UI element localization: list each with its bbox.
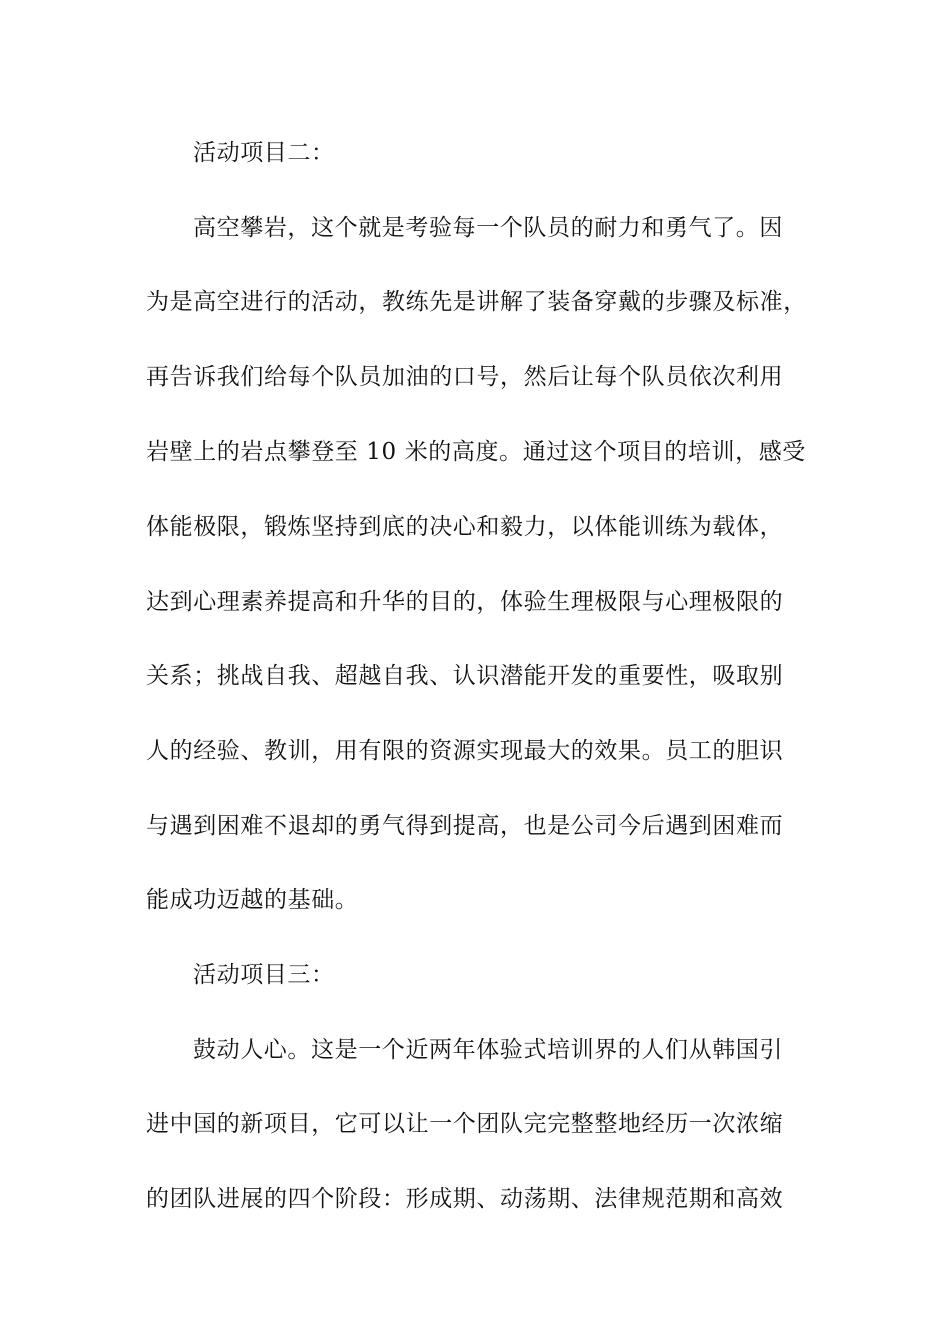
paragraph-line: 与遇到困难不退却的勇气得到提高，也是公司今后遇到困难而 — [146, 813, 784, 839]
paragraph-line: 鼓动人心。这是一个近两年体验式培训界的人们从韩国引 — [193, 1037, 783, 1063]
section-heading-activity-3: 活动项目三： — [193, 962, 335, 988]
paragraph-line: 为是高空进行的活动，教练先是讲解了装备穿戴的步骤及标准， — [146, 289, 807, 315]
paragraph-line: 体能极限，锻炼坚持到底的决心和毅力，以体能训练为载体， — [146, 514, 784, 540]
paragraph-line: 人的经验、教训，用有限的资源实现最大的效果。员工的胆识 — [146, 738, 784, 764]
paragraph-line: 能成功迈越的基础。 — [146, 887, 359, 913]
section-heading-activity-2: 活动项目二： — [193, 140, 335, 166]
paragraph-line: 进中国的新项目，它可以让一个团队完完整整地经历一次浓缩 — [146, 1111, 784, 1137]
paragraph-line: 的团队进展的四个阶段：形成期、动荡期、法律规范期和高效 — [146, 1186, 784, 1212]
paragraph-line: 再告诉我们给每个队员加油的口号，然后让每个队员依次利用 — [146, 364, 784, 390]
paragraph-line: 高空攀岩，这个就是考验每一个队员的耐力和勇气了。因 — [193, 215, 783, 241]
paragraph-line: 达到心理素养提高和升华的目的，体验生理极限与心理极限的 — [146, 589, 784, 615]
paragraph-line: 关系；挑战自我、超越自我、认识潜能开发的重要性，吸取别 — [146, 663, 784, 689]
paragraph-line: 岩壁上的岩点攀登至 10 米的高度。通过这个项目的培训，感受 — [146, 439, 806, 465]
